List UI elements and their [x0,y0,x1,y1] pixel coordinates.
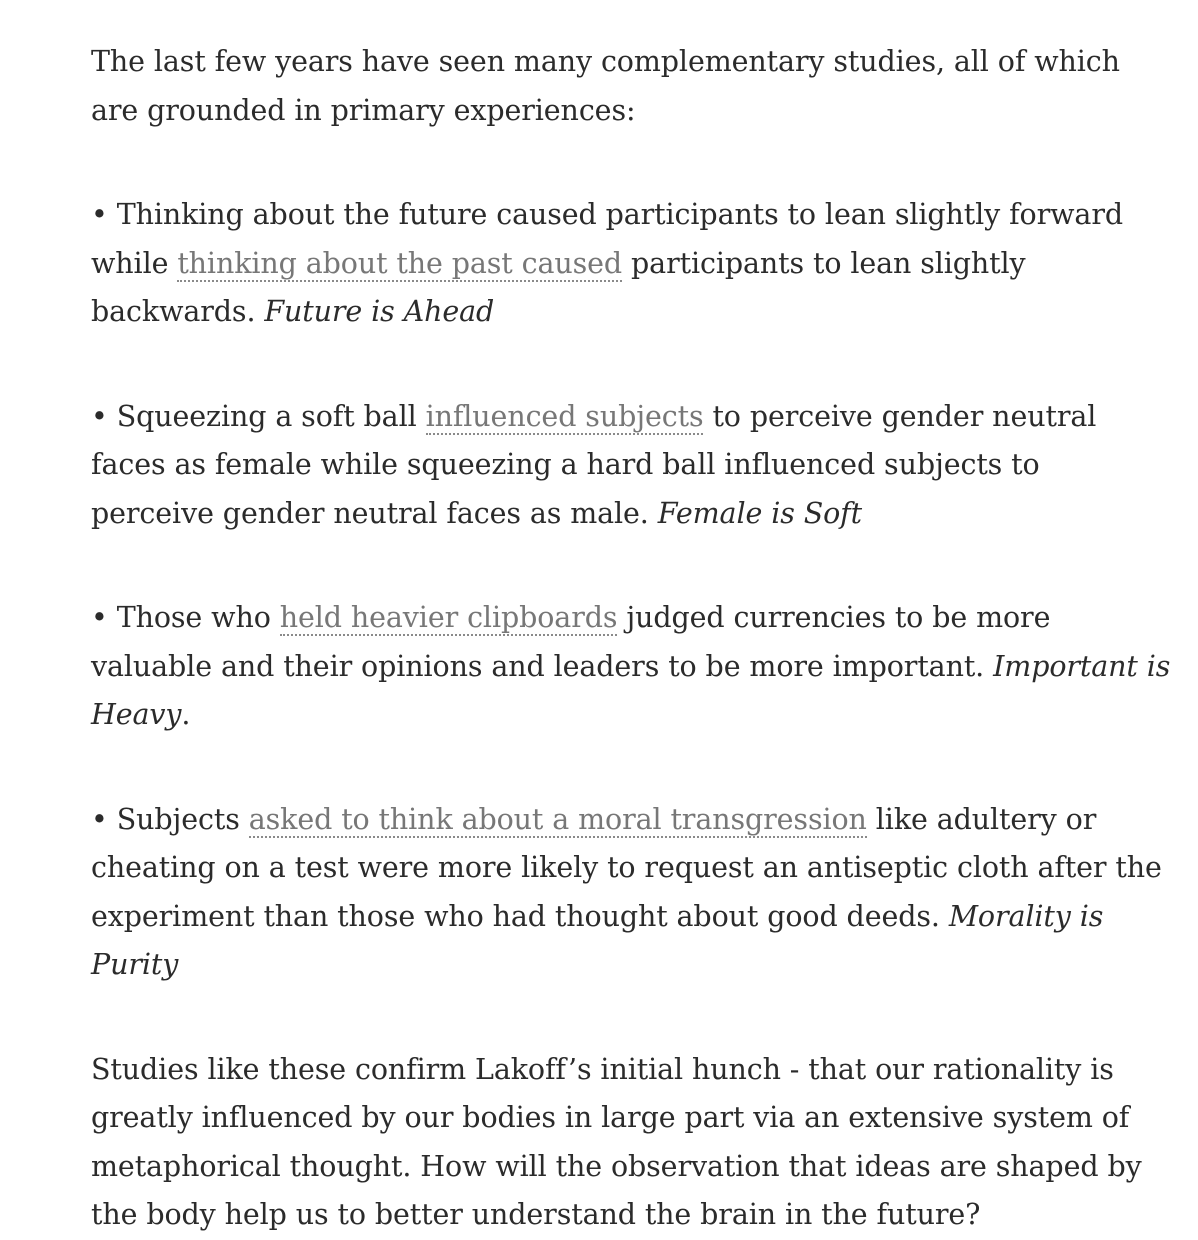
bullet-text: judged currencies to be more valuable and their opinions and leaders to be more important. [91,601,1051,683]
bullet-text: like adultery or cheating on a test were more likely to request an antiseptic cloth after the experiment than those who had thought about good deeds. [91,802,1162,933]
bullet-text: Subjects [116,802,240,836]
bullet-paragraph-purity [91,796,1171,990]
bullet-text: Thinking about the future caused participants to lean slightly forward while [91,198,1123,280]
study-link-past[interactable]: thinking about the past caused [177,246,623,280]
article-body [91,38,1171,1240]
bullet-text: Those who [116,601,271,634]
bullet-text: participants to lean slightly backwards. [91,246,1026,328]
bullet-marker: • [91,601,108,634]
intro-paragraph: The last few years have seen many complementary studies, all of which are grounded in primary experiences: [91,45,1120,127]
bullet-marker: • [91,802,108,836]
metaphor-tag: Future is Ahead [264,295,495,328]
bullet-paragraph-future [91,191,1171,337]
study-link-influenced-subjects[interactable]: influenced subjects [425,399,704,433]
bullet-marker: • [91,399,108,433]
bullet-text: Squeezing a soft ball [116,399,417,433]
bullet-marker: • [91,198,108,231]
study-link-clipboards[interactable]: held heavier clipboards [279,601,618,634]
bullet-paragraph-soft [91,393,1171,539]
bullet-paragraph-heavy [91,594,1171,740]
metaphor-tag: Female is Soft [657,496,862,530]
conclusion-paragraph: Studies like these confirm Lakoff’s initial hunch - that our rationality is greatly influenced by our bodies in large part via an extensive system of metaphorical thought. How will the observation that ideas are shaped by the body help us to better understand the brain in the future? [91,1052,1142,1231]
metaphor-tag: Important is Heavy [91,649,1171,731]
bullet-text: to perceive gender neutral faces as female while squeezing a hard ball influenced subjects to perceive gender neutral faces as male. [91,399,1097,530]
metaphor-tag: Morality is Purity [91,899,1104,981]
bullet-tail: . [181,698,191,731]
study-link-moral-transgression[interactable]: asked to think about a moral transgression [248,802,867,836]
